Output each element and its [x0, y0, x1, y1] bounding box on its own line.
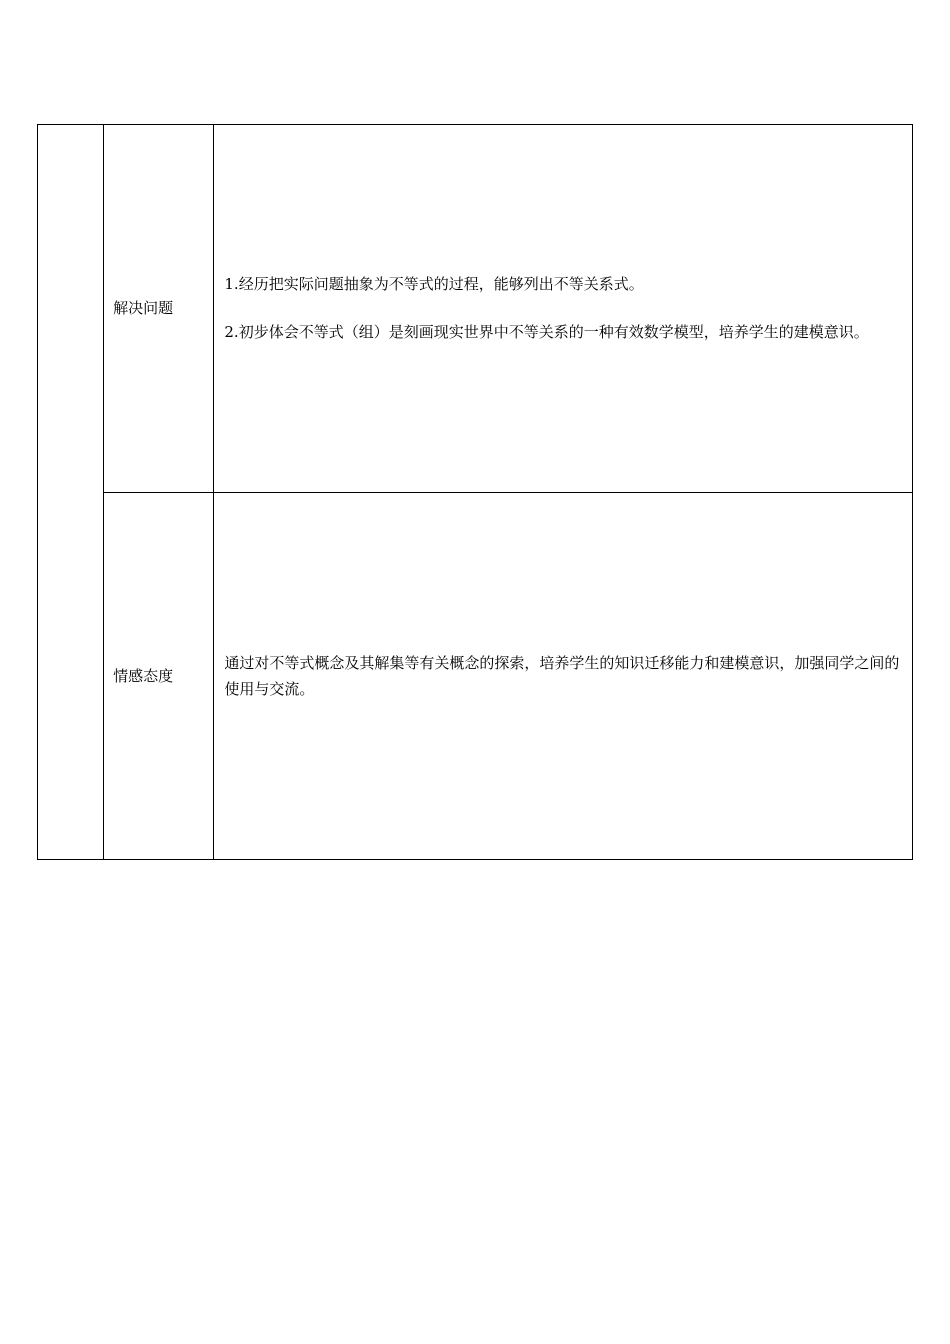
- row-content-emotion-attitude: [214, 492, 913, 860]
- objective-paragraph: 2.初步体会不等式（组）是刻画现实世界中不等关系的一种有效数学模型，培养学生的建模意识。: [224, 323, 869, 342]
- row-label-problem-solving: 解决问题: [104, 125, 214, 493]
- objective-paragraph: 通过对不等式概念及其解集等有关概念的探索，培养学生的知识迁移能力和建模意识，加强同学之间的使用与交流。: [224, 653, 900, 698]
- table-row: [38, 492, 913, 860]
- row-content-problem-solving: [214, 125, 913, 493]
- row-label-emotion-attitude: 情感态度: [104, 492, 214, 860]
- table-row: [38, 125, 913, 493]
- merged-category-cell: [38, 125, 104, 860]
- objectives-table: [37, 124, 913, 860]
- objective-paragraph: 1.经历把实际问题抽象为不等式的过程，能够列出不等关系式。: [224, 275, 644, 294]
